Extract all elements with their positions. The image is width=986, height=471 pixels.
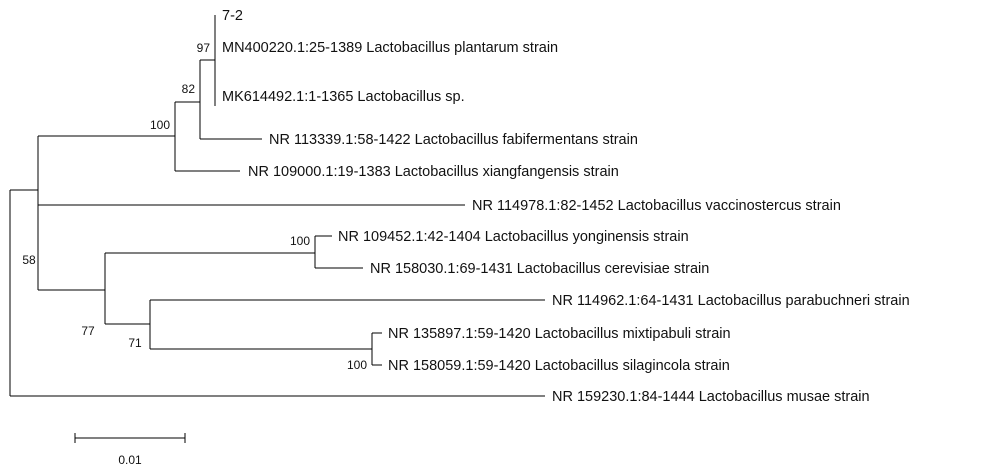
taxon-label: NR 158059.1:59-1420 Lactobacillus silagincola strain [388,358,730,374]
bootstrap-value: 71 [128,336,142,350]
taxon-label: MK614492.1:1-1365 Lactobacillus sp. [222,89,465,105]
taxon-label: NR 109000.1:19-1383 Lactobacillus xiangfangensis strain [248,164,619,180]
scale-bar [75,433,185,467]
bootstrap-value: 77 [81,324,95,338]
bootstrap-value: 97 [196,41,210,55]
bootstrap-value: 100 [149,118,170,132]
taxon-label: NR 114962.1:64-1431 Lactobacillus parabuchneri strain [552,293,910,309]
taxon-label: NR 159230.1:84-1444 Lactobacillus musae strain [552,389,870,405]
taxon-label: NR 113339.1:58-1422 Lactobacillus fabifermentans strain [269,132,638,148]
taxon-label: NR 135897.1:59-1420 Lactobacillus mixtipabuli strain [388,326,731,342]
taxon-label: NR 158030.1:69-1431 Lactobacillus cerevisiae strain [370,261,710,277]
taxon-label: NR 109452.1:42-1404 Lactobacillus yonginensis strain [338,229,689,245]
taxon-label: 7-2 [222,8,243,24]
taxon-label: MN400220.1:25-1389 Lactobacillus plantarum strain [222,40,559,56]
scale-bar-label: 0.01 [118,453,142,467]
bootstrap-value: 82 [181,82,195,96]
bootstrap-value: 58 [22,253,36,267]
bootstrap-value: 100 [289,234,310,248]
bootstrap-value: 100 [346,358,367,372]
taxon-label: NR 114978.1:82-1452 Lactobacillus vaccinostercus strain [472,198,841,214]
